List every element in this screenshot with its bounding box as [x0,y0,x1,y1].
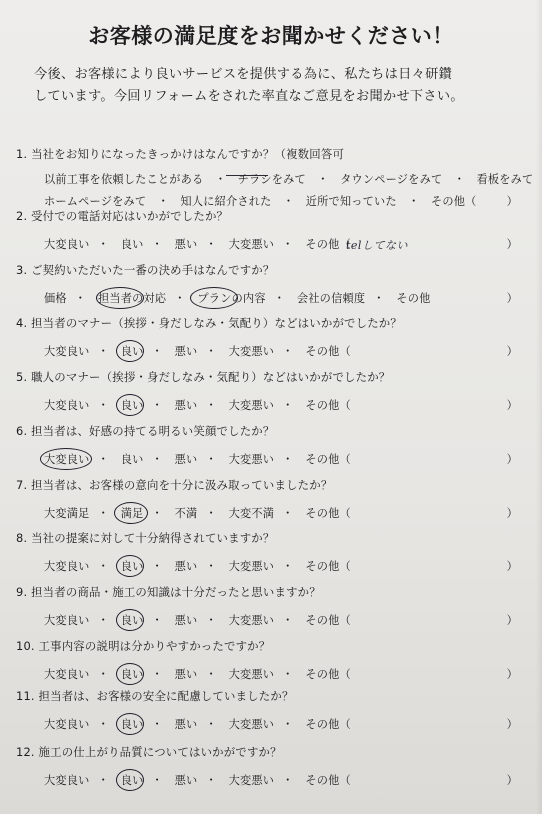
question-text: 3. ご契約いただいた一番の決め手はなんですか？ [16,263,275,277]
question-text: 12. 施工の仕上がり品質についてはいかがですか？ [16,745,282,759]
option[interactable]: 大変良い [44,345,90,358]
question-text: 9. 担当者の商品・施工の知識は十分だったと思いますか？ [16,585,321,599]
option[interactable]: 大変良い [44,399,90,412]
option[interactable]: 大変悪い [228,614,275,627]
answer-options: 大変良い ・ 良い ・ 悪い ・ 大変悪い ・ その他（ ） [44,716,532,732]
close-paren: ） [506,718,518,731]
close-paren: ） [506,507,518,520]
option[interactable]: その他（ [305,668,351,681]
answer-options: 大変良い ・ 良い ・ 悪い ・ 大変悪い ・ その他（ ） [44,772,532,788]
option[interactable]: その他（ [305,238,351,251]
option[interactable]: その他（ [305,399,351,412]
intro-line: 今後、お客様により良いサービスを提供する為に、私たちは日々研鑽 [34,67,453,82]
answer-options: 大変良い ・ 良い ・ 悪い ・ 大変悪い ・ その他（ ） [44,343,532,359]
question-12 [16,744,532,788]
question-8 [16,530,532,574]
option[interactable]: その他（ [305,507,351,520]
handwritten-note: telしてない [346,239,408,252]
close-paren: ） [506,238,518,251]
option[interactable]: 悪い [174,399,198,412]
option[interactable]: 大変悪い [228,345,275,358]
question-4 [16,315,532,359]
page-edge-shadow [536,0,542,814]
option[interactable]: 大変良い [44,668,90,681]
option[interactable]: その他（ [305,718,351,731]
survey-title: お客様の満足度をお聞かせください！ [88,24,454,48]
close-paren: ） [506,668,518,681]
option[interactable]: 大変悪い [228,238,275,251]
question-text: 4. 担当者のマナー（挨拶・身だしなみ・気配り）などはいかがでしたか？ [16,316,402,330]
option[interactable]: 良い [120,345,144,358]
close-paren: ） [506,399,518,412]
close-paren: ） [506,560,518,573]
question-7 [16,477,532,521]
question-9 [16,584,532,628]
answer-mark-underline [226,175,268,176]
option[interactable]: その他（ [305,453,351,466]
option[interactable]: 悪い [174,614,198,627]
option[interactable]: 大変悪い [228,453,275,466]
answer-options: 大変良い ・ 良い ・ 悪い ・ 大変悪い ・ その他（ ） [44,397,532,413]
answer-options: 大変良い ・ 良い ・ 悪い ・ 大変悪い ・ その他（ ） [44,451,532,467]
option[interactable]: 大変良い [44,614,90,627]
option[interactable]: 大変不満 [228,507,275,520]
option[interactable]: 大変悪い [228,560,275,573]
option[interactable]: 悪い [174,238,198,251]
option[interactable]: 大変良い [44,718,90,731]
option[interactable]: 大変良い [44,238,90,251]
option[interactable]: 会社の信頼度 [296,292,366,305]
option[interactable]: 良い [120,774,144,787]
option[interactable]: 大変悪い [228,399,275,412]
question-text: 11. 担当者は、お客様の安全に配慮していましたか？ [16,689,294,703]
question-text: 8. 当社の提案に対して十分納得されていますか？ [16,531,275,545]
answer-options: 大変満足 ・ 満足 ・ 不満 ・ 大変不満 ・ その他（ ） [44,505,532,521]
option[interactable]: 担当者の対応 [97,292,167,305]
answer-line [44,171,532,187]
option[interactable]: 良い [120,238,144,251]
question-5 [16,369,532,413]
answer-options: 大変良い ・ 良い ・ 悪い ・ 大変悪い ・ その他（ ） [44,612,532,628]
option[interactable]: プランの内容 [197,292,266,305]
question-text: 1. 当社をお知りになったきっかけはなんですか？（複数回答可 [16,147,345,161]
question-text: 10. 工事内容の説明は分かりやすかったですか？ [16,639,271,653]
option[interactable]: 大変良い [44,774,90,787]
close-paren: ） [506,195,518,208]
option[interactable]: 良い [120,453,144,466]
option[interactable]: 大変悪い [228,774,275,787]
option[interactable]: その他 [396,292,431,305]
option[interactable]: 良い [120,614,144,627]
answer-options: 価格 ・ 担当者の対応 ・ プランの内容 ・ 会社の信頼度 ・ その他 ） [44,290,532,306]
question-1 [16,146,532,209]
option[interactable]: 満足 [120,507,144,520]
option[interactable]: 良い [120,560,144,573]
option[interactable]: その他（ [305,614,351,627]
option[interactable]: 価格 [44,292,67,305]
option[interactable]: 悪い [174,718,198,731]
option[interactable]: 大変悪い [228,718,275,731]
option[interactable]: 悪い [174,345,198,358]
option[interactable]: 悪い [174,668,198,681]
option[interactable]: 悪い [174,560,198,573]
answer-options: 大変良い ・ 良い ・ 悪い ・ 大変悪い ・ その他（ ） [44,558,532,574]
question-text: 7. 担当者は、お客様の意向を十分に汲み取っていましたか？ [16,478,333,492]
answer-options[interactable]: ホームページをみて ・ 知人に紹介された ・ 近所で知っていた ・ その他（ [44,195,477,208]
answer-options: 大変良い ・ 良い ・ 悪い ・ 大変悪い ・ その他（ telしてない ） [44,238,518,252]
option[interactable]: その他（ [305,345,351,358]
close-paren: ） [506,292,518,305]
option[interactable]: 良い [120,399,144,412]
question-11 [16,688,532,732]
option[interactable]: その他（ [305,774,351,787]
question-10 [16,638,532,682]
option[interactable]: 良い [120,718,144,731]
option[interactable]: 良い [120,668,144,681]
option[interactable]: 不満 [174,507,198,520]
option[interactable]: 悪い [174,774,198,787]
question-3 [16,262,532,306]
answer-line [44,193,532,209]
option[interactable]: 大変悪い [228,668,275,681]
question-2 [16,208,532,252]
answer-options[interactable]: 以前工事を依頼したことがある ・ チラシをみて ・ タウンページをみて ・ 看板をみて [44,173,534,186]
option[interactable]: その他（ [305,560,351,573]
close-paren: ） [506,345,518,358]
option[interactable]: 悪い [174,453,198,466]
question-text: 6. 担当者は、好感の持てる明るい笑顔でしたか？ [16,424,275,438]
intro-line: しています。今回リフォームをされた率直なご意見をお聞かせ下さい。 [34,89,464,104]
option[interactable]: 大変満足 [44,507,90,520]
question-6 [16,423,532,467]
option[interactable]: 大変良い [44,453,90,466]
close-paren: ） [506,614,518,627]
answer-options: 大変良い ・ 良い ・ 悪い ・ 大変悪い ・ その他（ ） [44,666,532,682]
intro-text [34,64,522,108]
question-text: 5. 職人のマナー（挨拶・身だしなみ・気配り）などはいかがでしたか？ [16,370,391,384]
question-text: 2. 受付での電話対応はいかがでしたか？ [16,209,229,223]
option[interactable]: 大変良い [44,560,90,573]
close-paren: ） [506,774,518,787]
close-paren: ） [506,453,518,466]
